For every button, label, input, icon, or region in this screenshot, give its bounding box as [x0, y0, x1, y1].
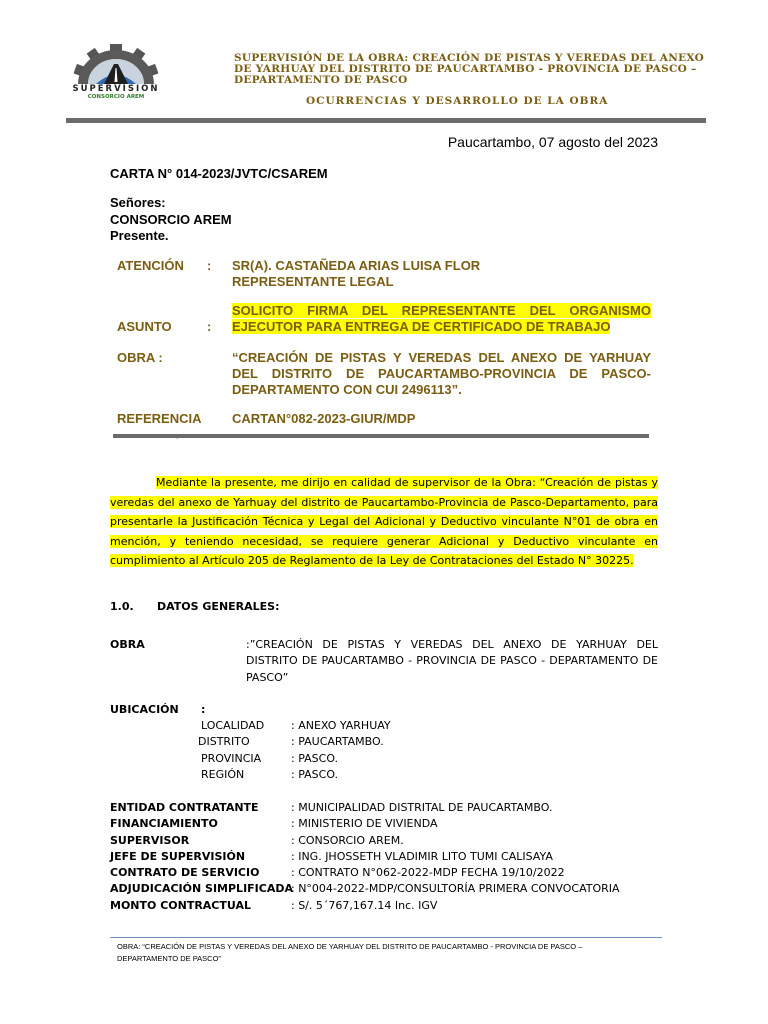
- header-subtitle: OCURRENCIAS Y DESARROLLO DE LA OBRA: [306, 95, 609, 107]
- location-label: DISTRITO: [198, 735, 250, 748]
- obra-label: OBRA :: [117, 350, 163, 365]
- detail-label: FINANCIAMIENTO: [110, 817, 218, 830]
- detail-value: : ING. JHOSSETH VLADIMIR LITO TUMI CALISAYA: [291, 850, 553, 863]
- section-number: 1.0.: [110, 600, 134, 613]
- section-heading: [110, 600, 280, 613]
- ubicacion-colon: :: [201, 703, 206, 716]
- location-value: : PAUCARTAMBO.: [291, 735, 384, 748]
- atencion-label: ATENCIÓN: [117, 258, 184, 273]
- header-divider: [66, 118, 706, 123]
- body-paragraph: [110, 473, 658, 571]
- location-label: REGIÓN: [201, 768, 245, 781]
- general-obra-label: OBRA: [110, 638, 145, 651]
- body-text: Mediante la presente, me dirijo en calidad de supervisor de la Obra: “Creación de pistas y veredas del anexo de Yarhuay del distrito de Paucartambo-Provincia de Pasco-Departamento, para presentarle la Justificación Técnica y Legal del Adicional y Deductivo vinculante N°01 de obra en mención, y teniendo necesidad, se requiere generar Adicional y Deductivo vinculante en cumplimiento al Artículo 205 de Reglamento de la Ley de Contrataciones del Estado N° 30225.: [110, 476, 658, 568]
- letter-date: Paucartambo, 07 agosto del 2023: [447, 134, 658, 150]
- detail-label: CONTRATO DE SERVICIO: [110, 866, 260, 879]
- footer-divider: [110, 937, 662, 938]
- location-value: : PASCO.: [291, 768, 339, 781]
- presente-label: Presente.: [110, 228, 169, 243]
- referencia-label: REFERENCIA: [117, 411, 202, 426]
- location-label: PROVINCIA: [201, 752, 262, 765]
- detail-label: ENTIDAD CONTRATANTE: [110, 801, 259, 814]
- general-obra-value: :”CREACIÓN DE PISTAS Y VEREDAS DEL ANEXO DE YARHUAY DEL DISTRITO DE PAUCARTAMBO - PROVINCIA DE PASCO - DEPARTAMENTO DE PASCO”: [246, 638, 658, 684]
- asunto-colon: :: [207, 319, 212, 334]
- logo-subtext: CONSORCIO AREM: [87, 94, 145, 100]
- location-value: : PASCO.: [291, 752, 339, 765]
- detail-value: : MINISTERIO DE VIVIENDA: [291, 817, 438, 830]
- atencion-value: [232, 258, 651, 290]
- asunto-text: SOLICITO FIRMA DEL REPRESENTANTE DEL ORGANISMO EJECUTOR PARA ENTREGA DE CERTIFICADO DE TRABAJO: [232, 303, 651, 334]
- recipient-name: CONSORCIO AREM: [110, 211, 232, 227]
- logo-text: SUPERVISION: [72, 84, 160, 94]
- detail-value: : MUNICIPALIDAD DISTRITAL DE PAUCARTAMBO.: [291, 801, 553, 814]
- atencion-name: SR(A). CASTAÑEDA ARIAS LUISA FLOR: [232, 258, 481, 273]
- ubicacion-label: UBICACIÓN: [110, 703, 179, 716]
- recipient-block: [110, 195, 232, 245]
- asunto-value: [232, 303, 651, 335]
- location-value: : ANEXO YARHUAY: [291, 719, 391, 732]
- detail-value: : S/. 5´767,167.14 Inc. IGV: [291, 899, 438, 912]
- detail-value: : N°004-2022-MDP/CONSULTORÍA PRIMERA CONVOCATORIA: [291, 882, 620, 895]
- salutation: Señores:: [110, 195, 166, 210]
- location-label: LOCALIDAD: [201, 719, 265, 732]
- obra-value: “CREACIÓN DE PISTAS Y VEREDAS DEL ANEXO DE YARHUAY DEL DISTRITO DE PAUCARTAMBO-PROVINCIA DE PASCO-DEPARTAMENTO CON CUI 2496113”.: [232, 350, 651, 397]
- atencion-role: REPRESENTANTE LEGAL: [232, 274, 394, 289]
- detail-label: SUPERVISOR: [110, 834, 190, 847]
- detail-label: JEFE DE SUPERVISIÓN: [110, 850, 246, 863]
- atencion-colon: :: [207, 258, 212, 273]
- referencia-value: CARTAN°082-2023-GIUR/MDP: [232, 411, 416, 426]
- header-title: SUPERVISIÓN DE LA OBRA: CREACIÓN DE PISTAS Y VEREDAS DEL ANEXO DE YARHUAY DEL DISTRITO DE PAUCARTAMBO - PROVINCIA DE PASCO – DEPARTAMENTO DE PASCO: [234, 52, 705, 86]
- section-title: DATOS GENERALES:: [157, 600, 280, 613]
- referencia-divider: [113, 434, 649, 438]
- footer-text: OBRA: “CREACIÓN DE PISTAS Y VEREDAS DEL ANEXO DE YARHUAY DEL DISTRITO DE PAUCARTAMBO - PROVINCIA DE PASCO –DEPARTAMENTO DE PASCO”: [117, 942, 583, 963]
- detail-label: ADJUDICACIÓN SIMPLIFICADA: [110, 882, 293, 895]
- detail-value: : CONTRATO N°062-2022-MDP FECHA 19/10/2022: [291, 866, 565, 879]
- detail-label: MONTO CONTRACTUAL: [110, 899, 251, 912]
- detail-value: : CONSORCIO AREM.: [291, 834, 404, 847]
- asunto-label: ASUNTO: [117, 319, 172, 334]
- letter-number: CARTA N° 014-2023/JVTC/CSAREM: [110, 166, 328, 181]
